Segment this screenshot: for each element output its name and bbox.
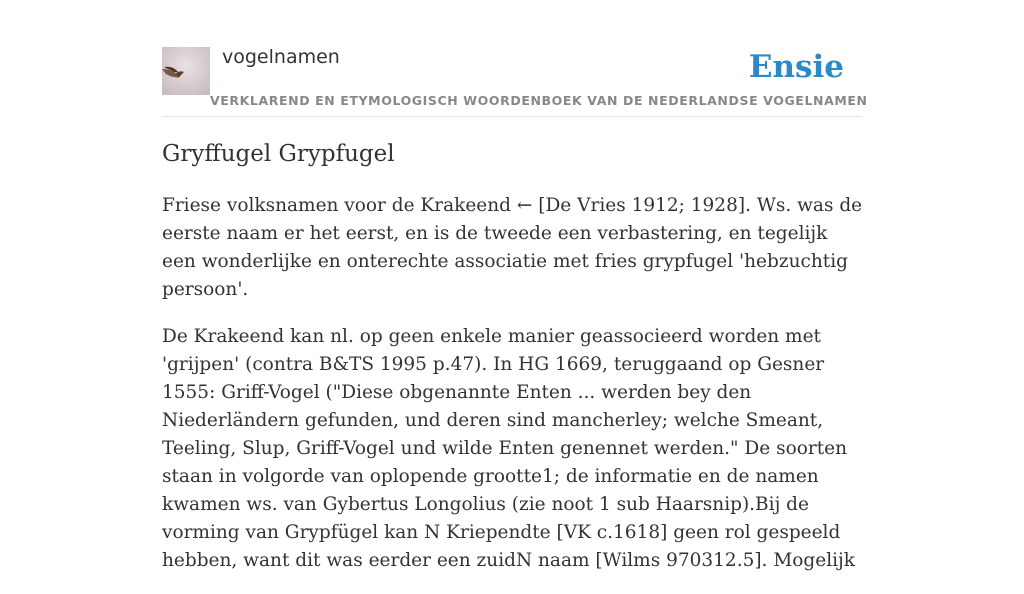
blog-header [162,0,868,117]
article-paragraph-1: Friese volksnamen voor de Krakeend ← [De Vries 1912; 1928]. Ws. was de eerste naam er het eerst, en is de tweede een verbastering, en tegelijk een wonderlijke en onterechte associatie met fries grypfugel 'hebzuchtig persoon'. [162,195,863,300]
article-paragraph-2: De Krakeend kan nl. op geen enkele manier geassocieerd worden met 'grijpen' (contra B&TS 1995 p.47). In HG 1669, teruggaand op Gesner 1555: Griff-Vogel ("Diese obgenannte Enten ... werden bey den Niederländern gefunden, und deren sind mancherley; welche Smeant, Teeling, Slup, Griff-Vogel und wilde Enten genennet werden." De soorten staan in volgorde van oplopende grootte1; de informatie en de namen kwamen ws. van Gybertus Longolius (zie noot 1 sub Haarsnip).Bij de vorming van Grypfügel kan N Kriependte [VK c.1618] geen rol gespeeld hebben, want dit was eerder een zuidN naam [Wilms 970312.5]. Mogelijk [162,326,855,571]
article-title: Gryffugel Grypfugel [162,141,395,167]
blog-subtitle: VERKLAREND EN ETYMOLOGISCH WOORDENBOEK VAN DE NEDERLANDSE VOGELNAMEN [210,93,868,108]
blog-name-link[interactable]: vogelnamen [222,46,340,68]
bird-avatar-icon [162,47,210,95]
blog-avatar[interactable] [162,47,210,95]
article [162,138,866,594]
ensie-logo[interactable]: Ensie [748,49,844,85]
